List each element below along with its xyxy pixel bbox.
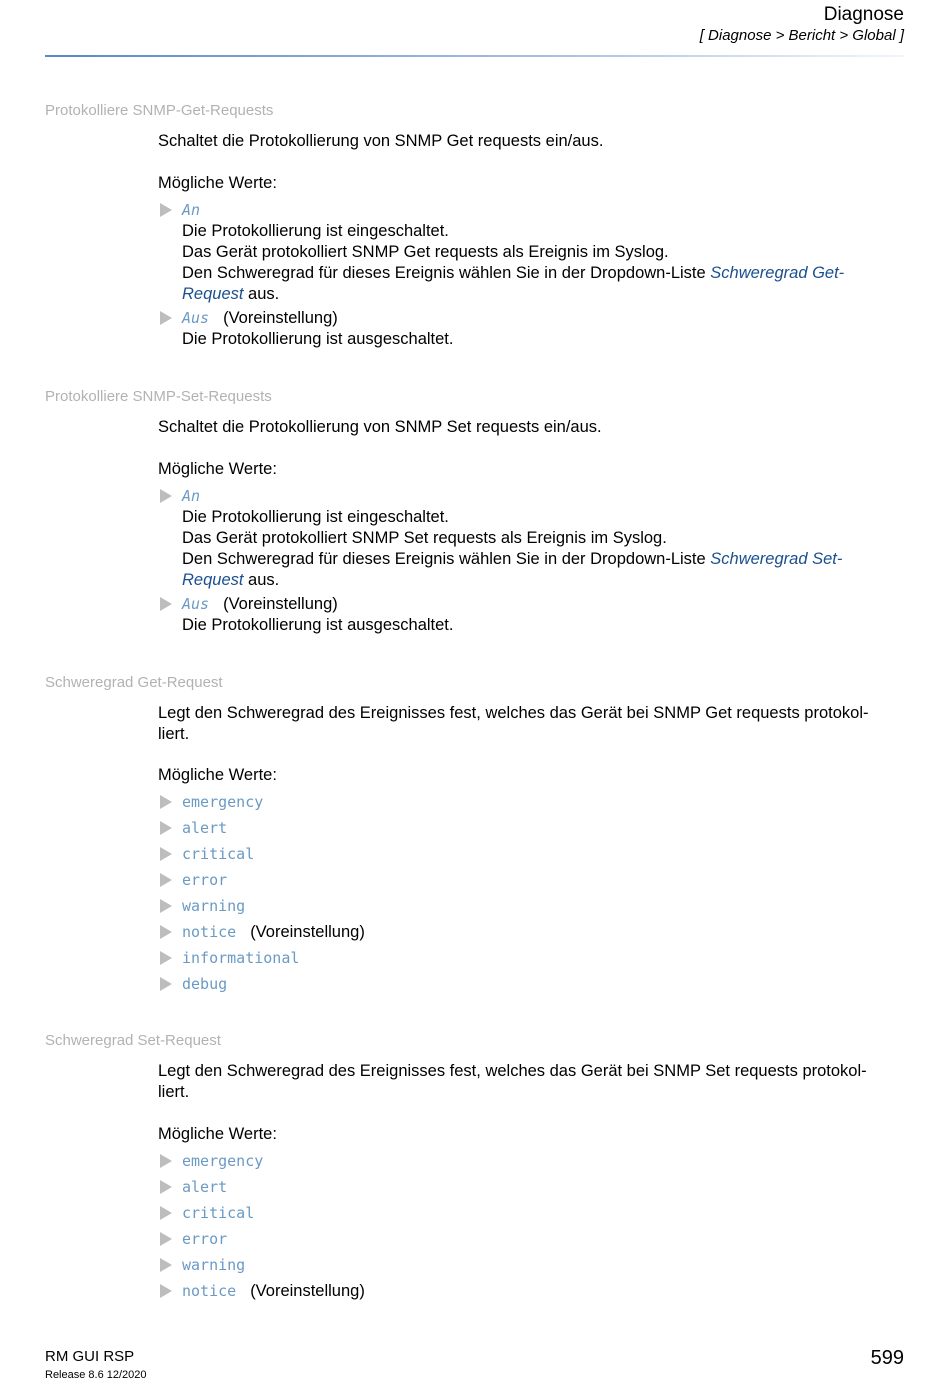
page-header-title: Diagnose — [823, 4, 904, 25]
cross-reference-link[interactable]: Schweregrad Set- — [710, 550, 843, 568]
cross-reference-link[interactable]: Schweregrad Get- — [710, 264, 845, 282]
option-value: An — [182, 201, 201, 219]
option-value: Aus — [182, 595, 210, 613]
triangle-bullet-icon — [160, 1154, 172, 1168]
values-label: Mögliche Werte: — [158, 1125, 277, 1143]
cross-reference-link[interactable]: Request — [182, 571, 244, 589]
triangle-bullet-icon — [160, 847, 172, 861]
triangle-bullet-icon — [160, 1232, 172, 1246]
default-label: (Voreinstellung) — [250, 1282, 365, 1300]
section-description: Legt den Schweregrad des Ereignisses fest, welches das Gerät bei SNMP Set requests protokol- — [158, 1062, 867, 1080]
option-value: debug — [182, 975, 228, 993]
section-title: Protokolliere SNMP-Get-Requests — [45, 102, 274, 119]
default-label: (Voreinstellung) — [223, 309, 338, 327]
option-value: error — [182, 1230, 228, 1248]
triangle-bullet-icon — [160, 977, 172, 991]
option-value: error — [182, 871, 228, 889]
section-description: Schaltet die Protokollierung von SNMP Set requests ein/aus. — [158, 418, 602, 436]
option-value: critical — [182, 1204, 255, 1222]
values-label: Mögliche Werte: — [158, 174, 277, 192]
option-reference: Den Schweregrad für dieses Ereignis wählen Sie in der Dropdown-Liste Schweregrad Get- — [182, 264, 845, 282]
option-value: notice — [182, 923, 237, 941]
option-value: An — [182, 487, 201, 505]
default-label: (Voreinstellung) — [250, 923, 365, 941]
breadcrumb: [ Diagnose > Bericht > Global ] — [699, 27, 904, 44]
section-description: Legt den Schweregrad des Ereignisses fest, welches das Gerät bei SNMP Get requests protokol- — [158, 704, 869, 722]
option-value: warning — [182, 897, 246, 915]
option-value: notice — [182, 1282, 237, 1300]
option-value: critical — [182, 845, 255, 863]
triangle-bullet-icon — [160, 821, 172, 835]
triangle-bullet-icon — [160, 489, 172, 503]
values-label: Mögliche Werte: — [158, 766, 277, 784]
triangle-bullet-icon — [160, 1258, 172, 1272]
footer-document-name: RM GUI RSP — [45, 1348, 135, 1365]
option-description: Das Gerät protokolliert SNMP Set requests als Ereignis im Syslog. — [182, 529, 667, 547]
section-title: Protokolliere SNMP-Set-Requests — [45, 388, 272, 405]
triangle-bullet-icon — [160, 203, 172, 217]
option-value: Aus — [182, 309, 210, 327]
triangle-bullet-icon — [160, 597, 172, 611]
option-value: alert — [182, 1178, 228, 1196]
section-title: Schweregrad Set-Request — [45, 1032, 221, 1049]
triangle-bullet-icon — [160, 1180, 172, 1194]
triangle-bullet-icon — [160, 899, 172, 913]
option-value: emergency — [182, 793, 264, 811]
values-label: Mögliche Werte: — [158, 460, 277, 478]
triangle-bullet-icon — [160, 951, 172, 965]
section-description: Schaltet die Protokollierung von SNMP Get requests ein/aus. — [158, 132, 604, 150]
triangle-bullet-icon — [160, 873, 172, 887]
triangle-bullet-icon — [160, 1206, 172, 1220]
option-value: emergency — [182, 1152, 264, 1170]
option-description: Die Protokollierung ist eingeschaltet. — [182, 508, 449, 526]
section-title: Schweregrad Get-Request — [45, 674, 223, 691]
triangle-bullet-icon — [160, 1284, 172, 1298]
option-description: Die Protokollierung ist ausgeschaltet. — [182, 330, 454, 348]
option-value: warning — [182, 1256, 246, 1274]
option-description: Das Gerät protokolliert SNMP Get requests als Ereignis im Syslog. — [182, 243, 669, 261]
triangle-bullet-icon — [160, 795, 172, 809]
footer-release: Release 8.6 12/2020 — [45, 1369, 147, 1381]
cross-reference-link[interactable]: Request — [182, 285, 244, 303]
option-reference: Den Schweregrad für dieses Ereignis wählen Sie in der Dropdown-Liste Schweregrad Set- — [182, 550, 843, 568]
header-divider — [45, 55, 905, 57]
triangle-bullet-icon — [160, 925, 172, 939]
option-value: informational — [182, 949, 300, 967]
option-description: Die Protokollierung ist eingeschaltet. — [182, 222, 449, 240]
page-number: 599 — [870, 1347, 904, 1369]
option-description: Die Protokollierung ist ausgeschaltet. — [182, 616, 454, 634]
section-description: liert. — [158, 725, 190, 743]
triangle-bullet-icon — [160, 311, 172, 325]
option-value: alert — [182, 819, 228, 837]
section-description: liert. — [158, 1083, 190, 1101]
default-label: (Voreinstellung) — [223, 595, 338, 613]
